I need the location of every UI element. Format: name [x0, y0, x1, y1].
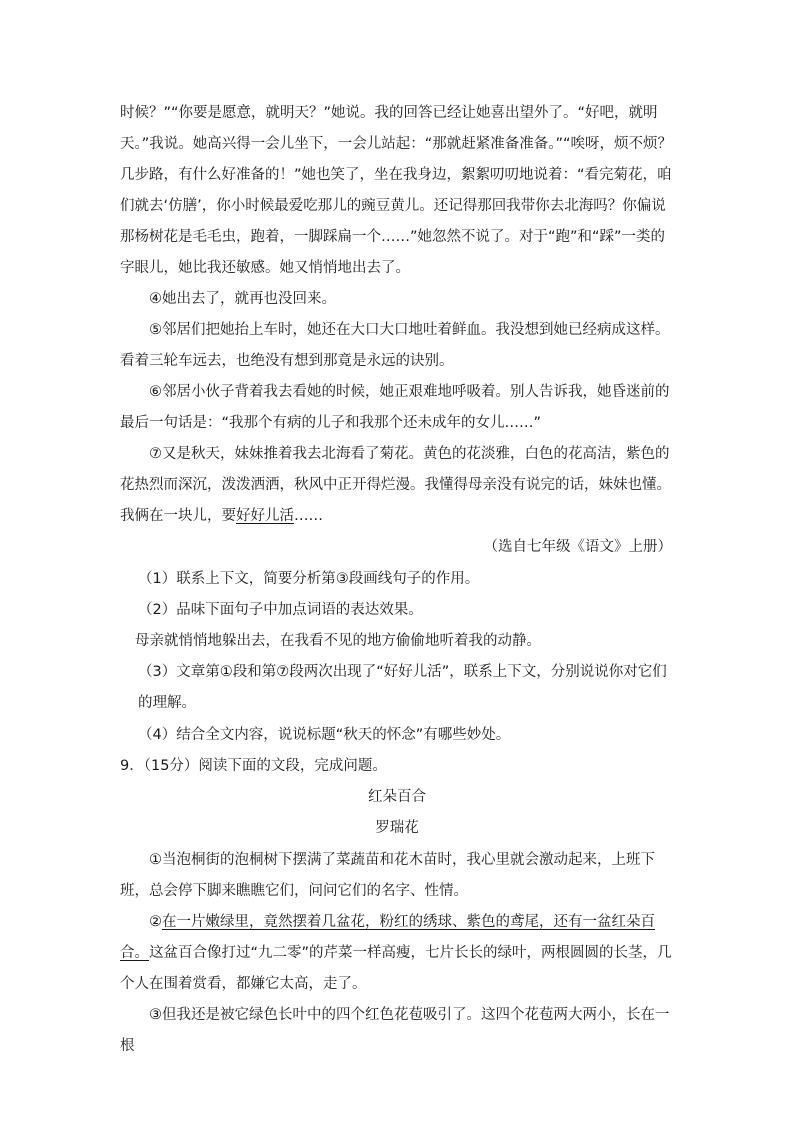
question-3-line-2: 的理解。: [138, 695, 196, 711]
paragraph-5: ⑤邻居们把她抬上车时，她还在大口大口地吐着鲜血。我没想到她已经病成这样。看着三轮车远去，也绝没有想到那竟是永远的诀别。: [120, 322, 670, 369]
paragraph-6: ⑥邻居小伙子背着我去看她的时候，她正艰难地呼吸着。别人告诉我，她昏迷前的最后一句话是：“我那个有病的儿子和我那个还未成年的女儿……”: [120, 384, 670, 431]
article-paragraph-1: ①当泡桐街的泡桐树下摆满了菜蔬苗和花木苗时，我心里就会激动起来，上班下班，总会停下脚来瞧瞧它们，问问它们的名字、性情。: [120, 852, 655, 899]
underlined-sentence: 在一片嫩绿里，竟然摆着几盆花，粉红的绣球、紫色的鸢尾，还有一盆红朵百合。: [120, 914, 655, 961]
paragraph-3-continued: 时候？”“你要是愿意，就明天？”她说。我的回答已经让她喜出望外了。“好吧，就明天。”我说。她高兴得一会儿坐下，一会儿站起：“那就赶紧准备准备。”“唉呀，烦不烦？几步路，有什么好准备的！”她也笑了，坐在我身边，絮絮叨叨地说着：“看完菊花，咱们就去‘仿膳’，你小时候最爱吃那儿的豌豆黄儿。还记得那回我带你去北海吗？你偏说那杨树花是毛毛虫，跑着，一脚踩扁一个……”她忽然不说了。对于“跑”和“踩”一类的字眼儿，她比我还敏感。她又悄悄地出去了。: [120, 105, 673, 276]
article-title: 红朵百合: [368, 789, 426, 805]
question-1: （1）联系上下文，简要分析第③段画线句子的作用。: [138, 571, 480, 587]
paragraph-7-ellipsis: ……: [294, 508, 323, 524]
question-2: （2）品味下面句子中加点词语的表达效果。: [138, 602, 423, 618]
question-2-sentence: 母亲就悄悄地躲出去，在我看不见的地方偷偷地听着我的动静。: [135, 633, 541, 649]
question-3-line-1: （3）文章第①段和第⑦段两次出现了“好好儿活”，联系上下文，分别说说你对它们: [138, 664, 667, 680]
article-paragraph-3: ③但我还是被它绿色长叶中的四个红色花苞吸引了。这四个花苞两大两小，长在一根: [120, 1007, 670, 1054]
question-4: （4）结合全文内容，说说标题“秋天的怀念”有哪些妙处。: [138, 727, 511, 743]
paragraph-4: ④她出去了，就再也没回来。: [149, 291, 336, 307]
source-citation: （选自七年级《语文》上册）: [483, 539, 672, 555]
paragraph-7: [120, 439, 674, 532]
article-paragraph-2: [120, 907, 674, 1000]
article-author: 罗瑞花: [375, 820, 419, 836]
question-9-heading: 9．（15分）阅读下面的文段，完成问题。: [120, 758, 387, 774]
underlined-phrase: 好好儿活: [236, 508, 294, 524]
paragraph-7-text: ⑦又是秋天，妹妹推着我去北海看了菊花。黄色的花淡雅，白色的花高洁，紫色的花热烈而深沉，泼泼洒洒，秋风中正开得烂漫。我懂得母亲没有说完的话，妹妹也懂。我俩在一块儿，要: [120, 446, 671, 524]
article-paragraph-2-number: ②: [149, 914, 162, 930]
article-paragraph-2-text: 这盆百合像打过“九二零”的芹菜一样高瘦，七片长长的绿叶，两根圆圆的长茎，几个人在围着赏看，都嫌它太高，走了。: [120, 945, 672, 992]
